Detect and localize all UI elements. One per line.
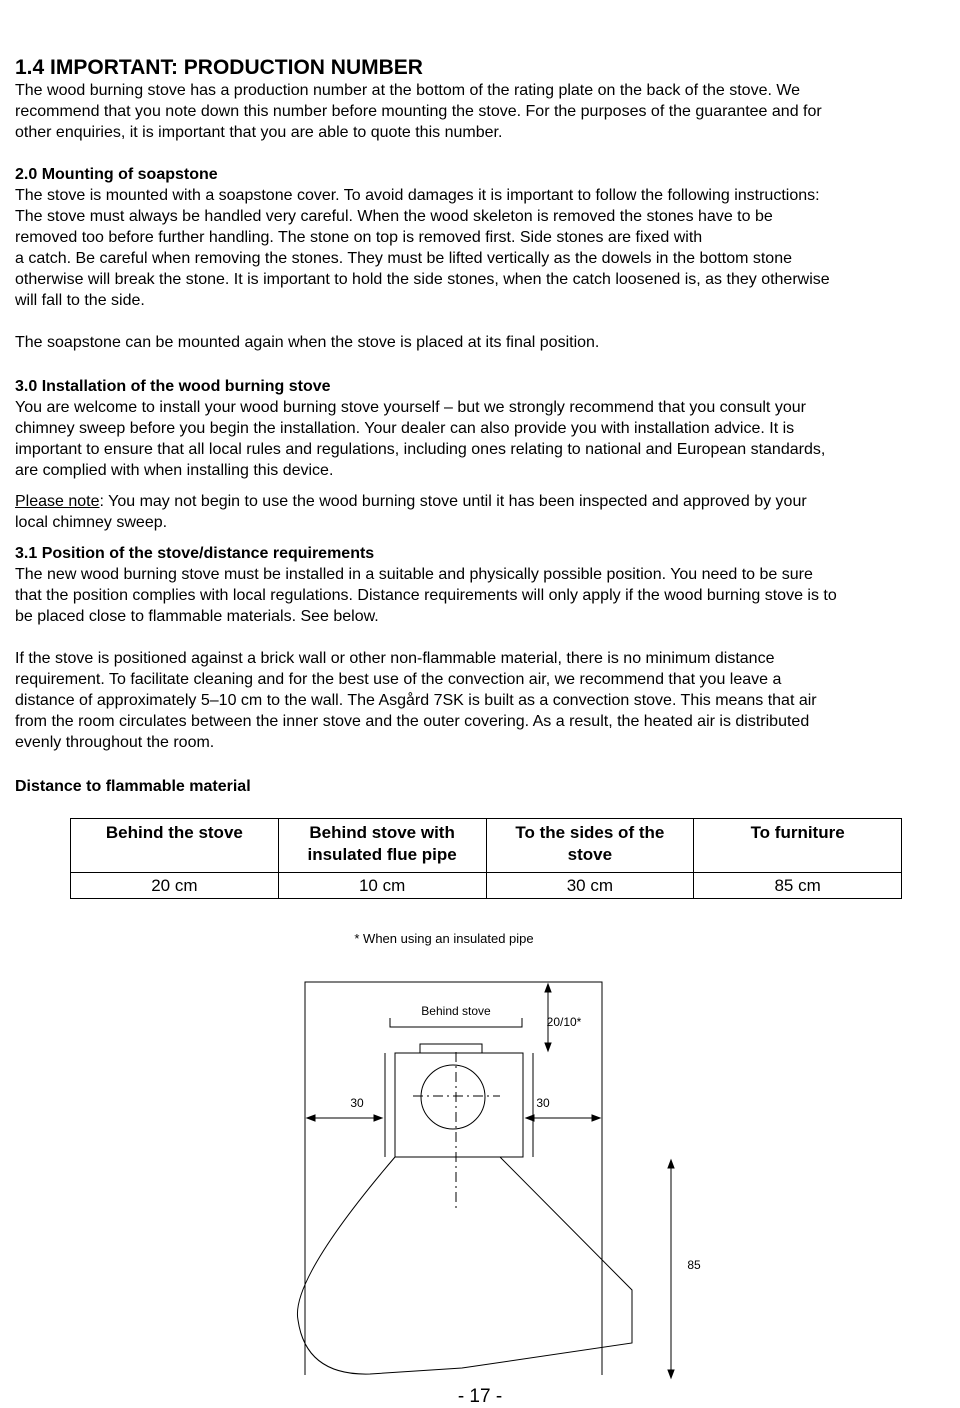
table-header: To furniture	[694, 819, 902, 873]
text-line: that the position complies with local regulations. Distance requirements will only apply if the wood burning stove is to	[15, 587, 837, 604]
text-line: The new wood burning stove must be installed in a suitable and physically possible position. You need to be sure	[15, 566, 813, 583]
arrowhead	[374, 1115, 382, 1121]
text-line: The stove must always be handled very careful. When the wood skeleton is removed the stones have to be	[15, 208, 773, 225]
text-line: The stove is mounted with a soapstone cover. To avoid damages it is important to follow the following instructions:	[15, 187, 820, 204]
front-clearance-outline	[297, 1157, 632, 1374]
stove-top-piece	[420, 1044, 482, 1053]
arrowhead	[526, 1115, 534, 1121]
behind-leader	[390, 1018, 522, 1027]
behind-distance-value: 20/10*	[546, 1015, 582, 1029]
arrowhead	[668, 1370, 674, 1378]
text-line: from the room circulates between the inner stove and the outer covering. As a result, the heated air is distributed	[15, 713, 810, 730]
arrowhead	[592, 1115, 600, 1121]
table-cell: 85 cm	[694, 873, 902, 899]
text-line: be placed close to flammable materials. See below.	[15, 608, 379, 625]
text-line: distance of approximately 5–10 cm to the wall. The Asgård 7SK is built as a convection stove. This means that air	[15, 692, 817, 709]
wall-outline	[305, 982, 602, 1375]
section-title: 3.0 Installation of the wood burning stove	[15, 378, 331, 395]
text-line: The wood burning stove has a production number at the bottom of the rating plate on the back of the stove. We	[15, 82, 801, 99]
right-distance-value: 30	[536, 1096, 550, 1110]
table-header: To the sides of the stove	[486, 819, 694, 873]
text-line: will fall to the side.	[15, 292, 145, 309]
table-cell: 10 cm	[278, 873, 486, 899]
section-title: Distance to flammable material	[15, 778, 251, 795]
section-title: 3.1 Position of the stove/distance requirements	[15, 545, 375, 562]
text-line: You are welcome to install your wood burning stove yourself – but we strongly recommend that you consult your	[15, 399, 806, 416]
text-line: chimney sweep before you begin the installation. Your dealer can also provide you with installation advice. It is	[15, 420, 795, 437]
arrowhead	[545, 1043, 551, 1051]
text-line: evenly throughout the room.	[15, 734, 215, 751]
text-line: If the stove is positioned against a brick wall or other non-flammable material, there is no minimum distance	[15, 650, 775, 667]
front-distance-value: 85	[687, 1258, 701, 1272]
text-line: important to ensure that all local rules and regulations, including ones relating to national and European standards,	[15, 441, 826, 458]
text-line: requirement. To facilitate cleaning and for the best use of the convection air, we recommend that you leave a	[15, 671, 782, 688]
text-line: other enquiries, it is important that you are able to quote this number.	[15, 124, 503, 141]
section-title: 1.4 IMPORTANT: PRODUCTION NUMBER	[15, 56, 423, 79]
section-title: 2.0 Mounting of soapstone	[15, 166, 218, 183]
text-line: otherwise will break the stone. It is important to hold the side stones, when the catch loosened is, as they otherwise	[15, 271, 830, 288]
arrowhead	[545, 984, 551, 992]
flue-pipe-circle	[421, 1065, 485, 1129]
text-line: local chimney sweep.	[15, 514, 168, 531]
page-number: - 17 -	[457, 1386, 503, 1407]
table-header: Behind stove with insulated flue pipe	[278, 819, 486, 873]
table-header: Behind the stove	[71, 819, 279, 873]
stove-body	[395, 1053, 523, 1157]
table-footnote: * When using an insulated pipe	[354, 931, 534, 946]
table-cell: 30 cm	[486, 873, 694, 899]
behind-stove-label: Behind stove	[421, 1004, 491, 1018]
text-line: recommend that you note down this number before mounting the stove. For the purposes of the guarantee and for	[15, 103, 822, 120]
note-label: Please note	[15, 493, 100, 510]
text-line: are complied with when installing this device.	[15, 462, 334, 479]
arrowhead	[307, 1115, 315, 1121]
text-line: a catch. Be careful when removing the stones. They must be lifted vertically as the dowels in the bottom stone	[15, 250, 792, 267]
text-line: : You may not begin to use the wood burning stove until it has been inspected and approved by your	[99, 493, 807, 510]
text-line: The soapstone can be mounted again when the stove is placed at its final position.	[15, 334, 600, 351]
left-distance-value: 30	[350, 1096, 364, 1110]
text-line: removed too before further handling. The stone on top is removed first. Side stones are fixed with	[15, 229, 703, 246]
table-cell: 20 cm	[71, 873, 279, 899]
arrowhead	[668, 1160, 674, 1168]
